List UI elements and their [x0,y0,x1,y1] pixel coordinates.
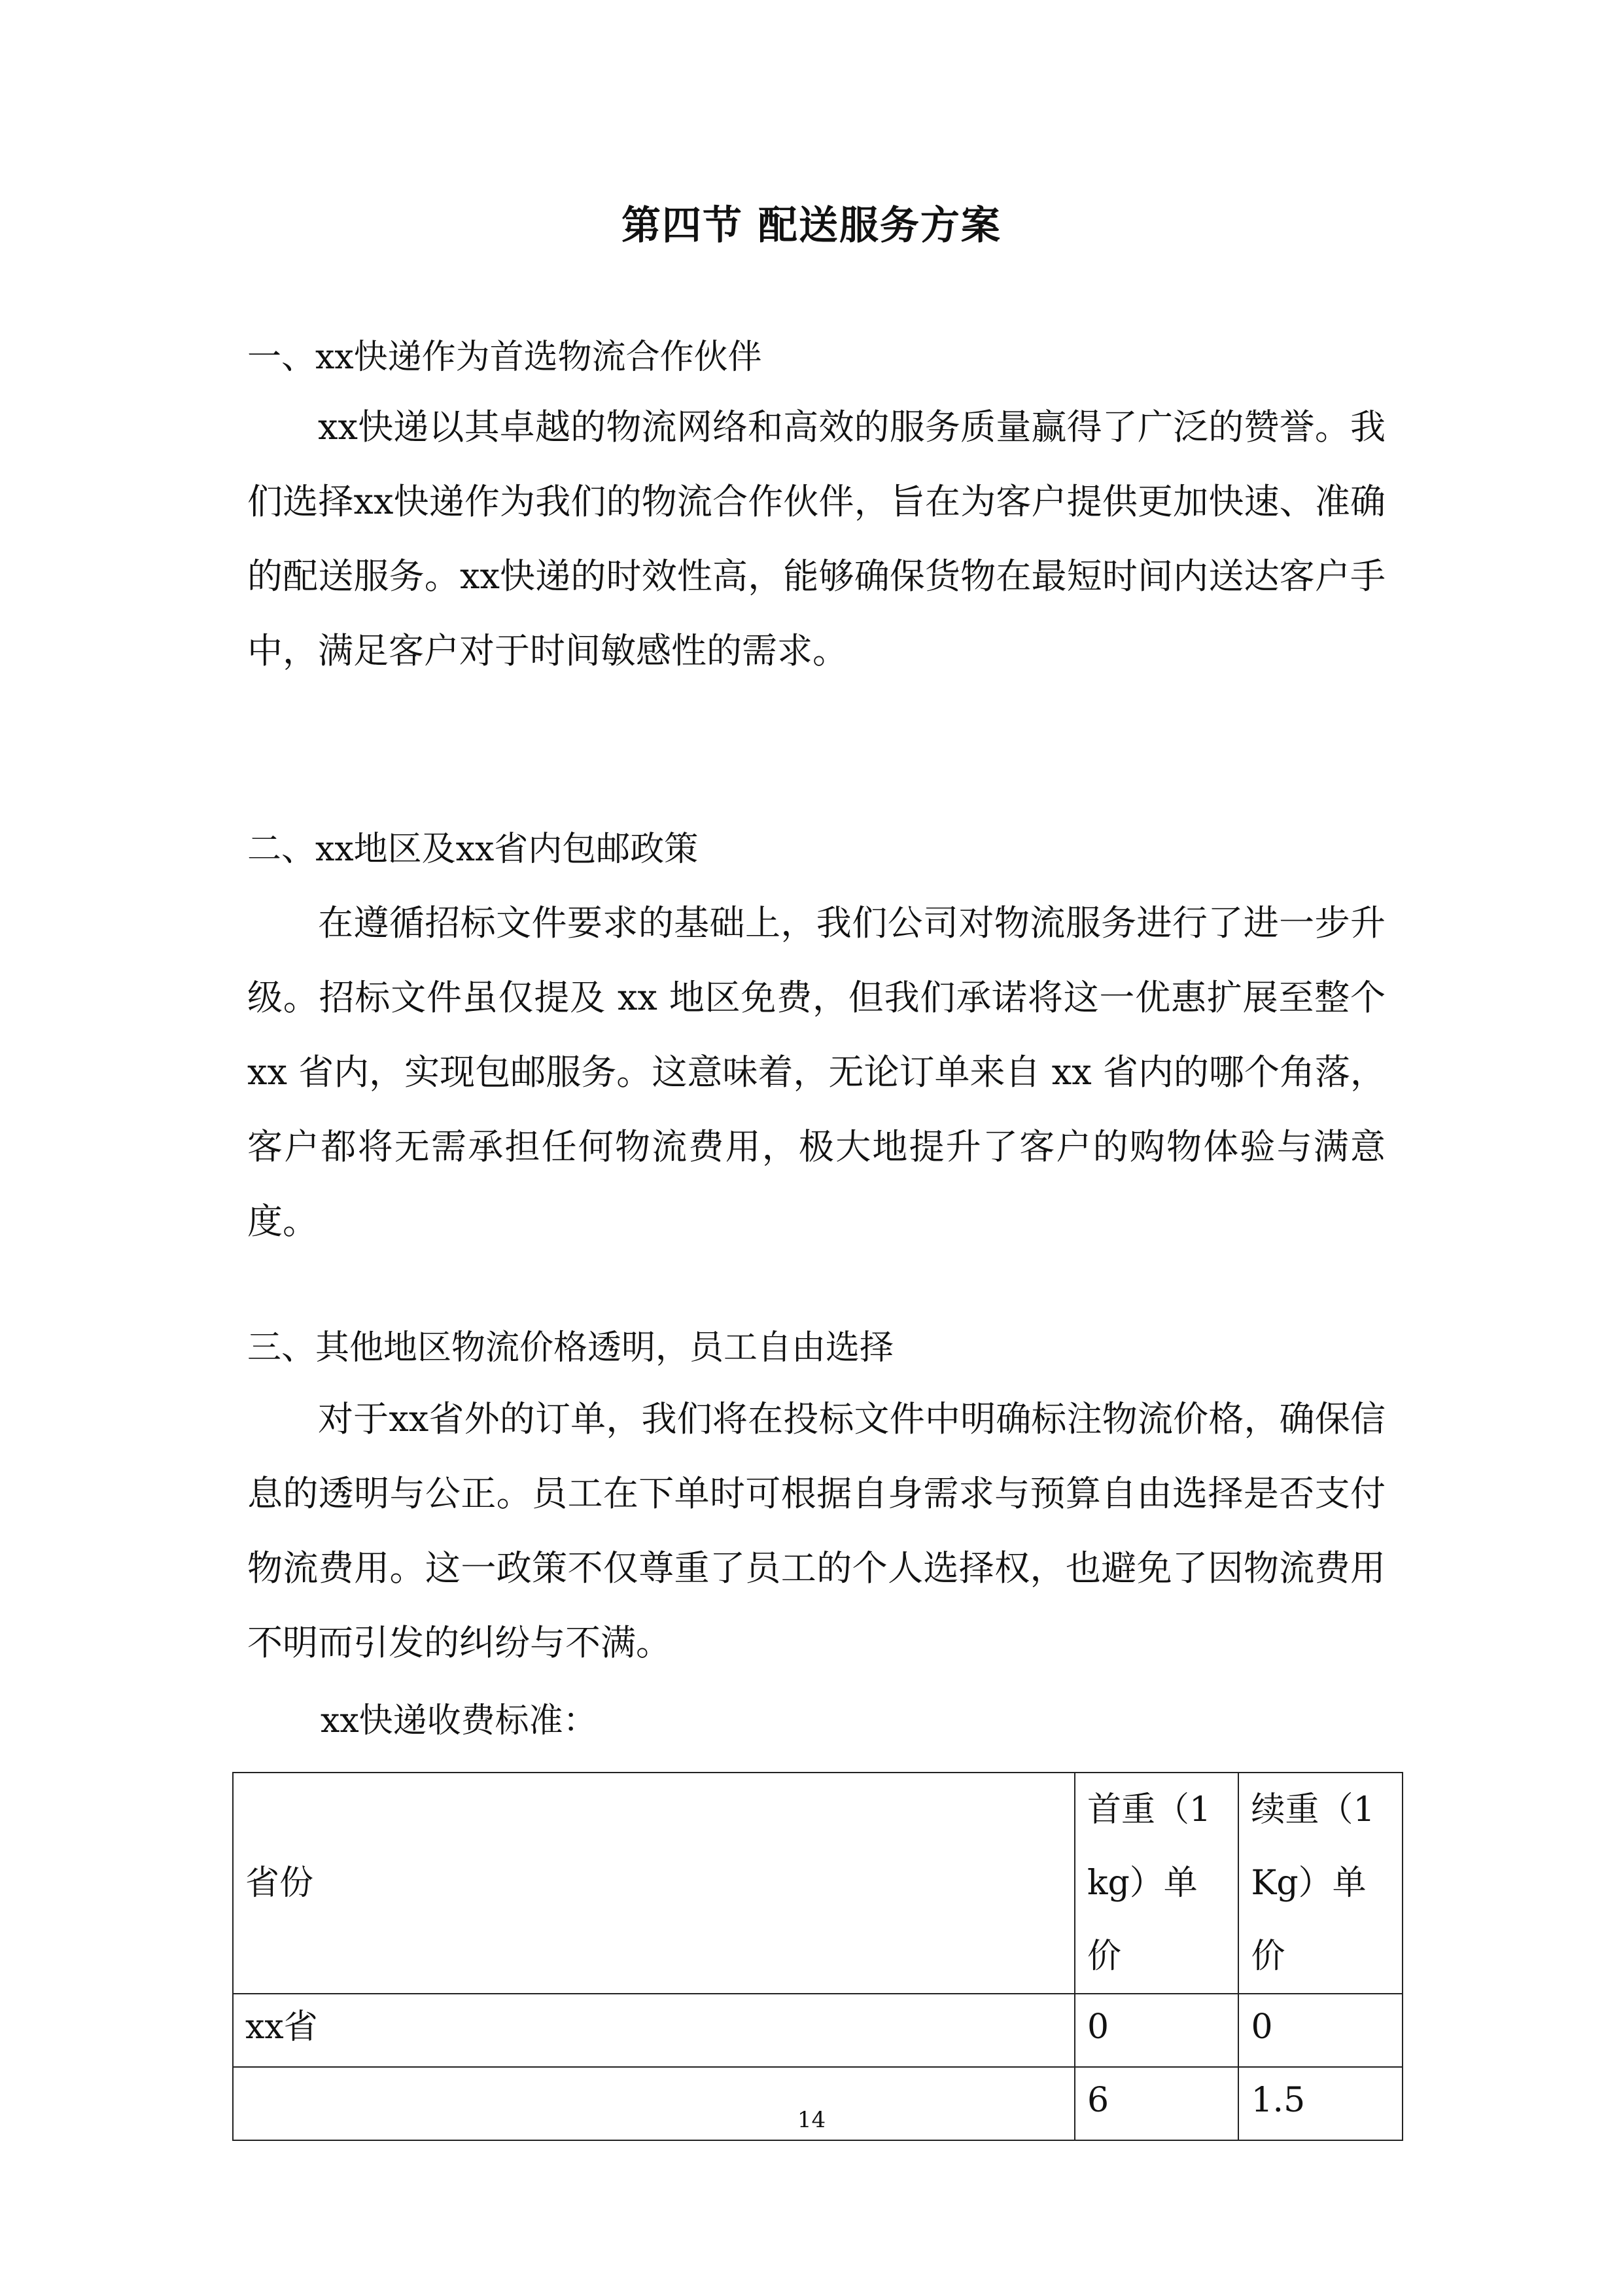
fee-table-caption: xx快递收费标准： [321,1701,597,1740]
page-number: 14 [797,2107,826,2133]
section-paragraph-1: xx快递以其卓越的物流网络和高效的服务质量赢得了广泛的赞誉。我们选择xx快递作为我们的物流合作伙伴，旨在为客户提供更加快速、准确的配送服务。xx快递的时效性高，能够确保货物在最短时间内送达客户手中，满足客户对于时间敏感性的需求。 [247,406,1386,671]
cell-additional-weight-price: 1.5 [1238,2067,1403,2140]
header-first-weight-price: 首重（1kg）单价 [1075,1773,1239,1994]
cell-first-weight-price: 6 [1075,2067,1239,2140]
cell-first-weight-price: 0 [1075,1994,1239,2067]
section-heading-1: 一、xx快递作为首选物流合作伙伴 [247,338,762,377]
header-province: 省份 [233,1773,1075,1994]
section-paragraph-3: 对于xx省外的订单，我们将在投标文件中明确标注物流价格，确保信息的透明与公正。员工在下单时可根据自身需求与预算自由选择是否支付物流费用。这一政策不仅尊重了员工的个人选择权，也避免了因物流费用不明而引发的纠纷与不满。 [247,1398,1386,1663]
fee-table [232,1772,1403,2141]
cell-additional-weight-price: 0 [1238,1994,1403,2067]
section-title: 第四节 配送服务方案 [621,203,1002,249]
cell-province: xx省 [233,1994,1075,2067]
header-additional-weight-price: 续重（1Kg）单价 [1238,1773,1403,1994]
section-heading-3: 三、其他地区物流价格透明，员工自由选择 [247,1328,894,1368]
fee-table-header-row [233,1773,1403,1994]
section-heading-2: 二、xx地区及xx省内包邮政策 [247,830,699,869]
section-paragraph-2: 在遵循招标文件要求的基础上，我们公司对物流服务进行了进一步升级。招标文件虽仅提及 xx 地区免费，但我们承诺将这一优惠扩展至整个 xx 省内，实现包邮服务。这意味着，无论订单来自 xx 省内的哪个角落，客户都将无需承担任何物流费用，极大地提升了客户的购物体验与满意度。 [247,902,1386,1242]
table-row [233,1994,1403,2067]
